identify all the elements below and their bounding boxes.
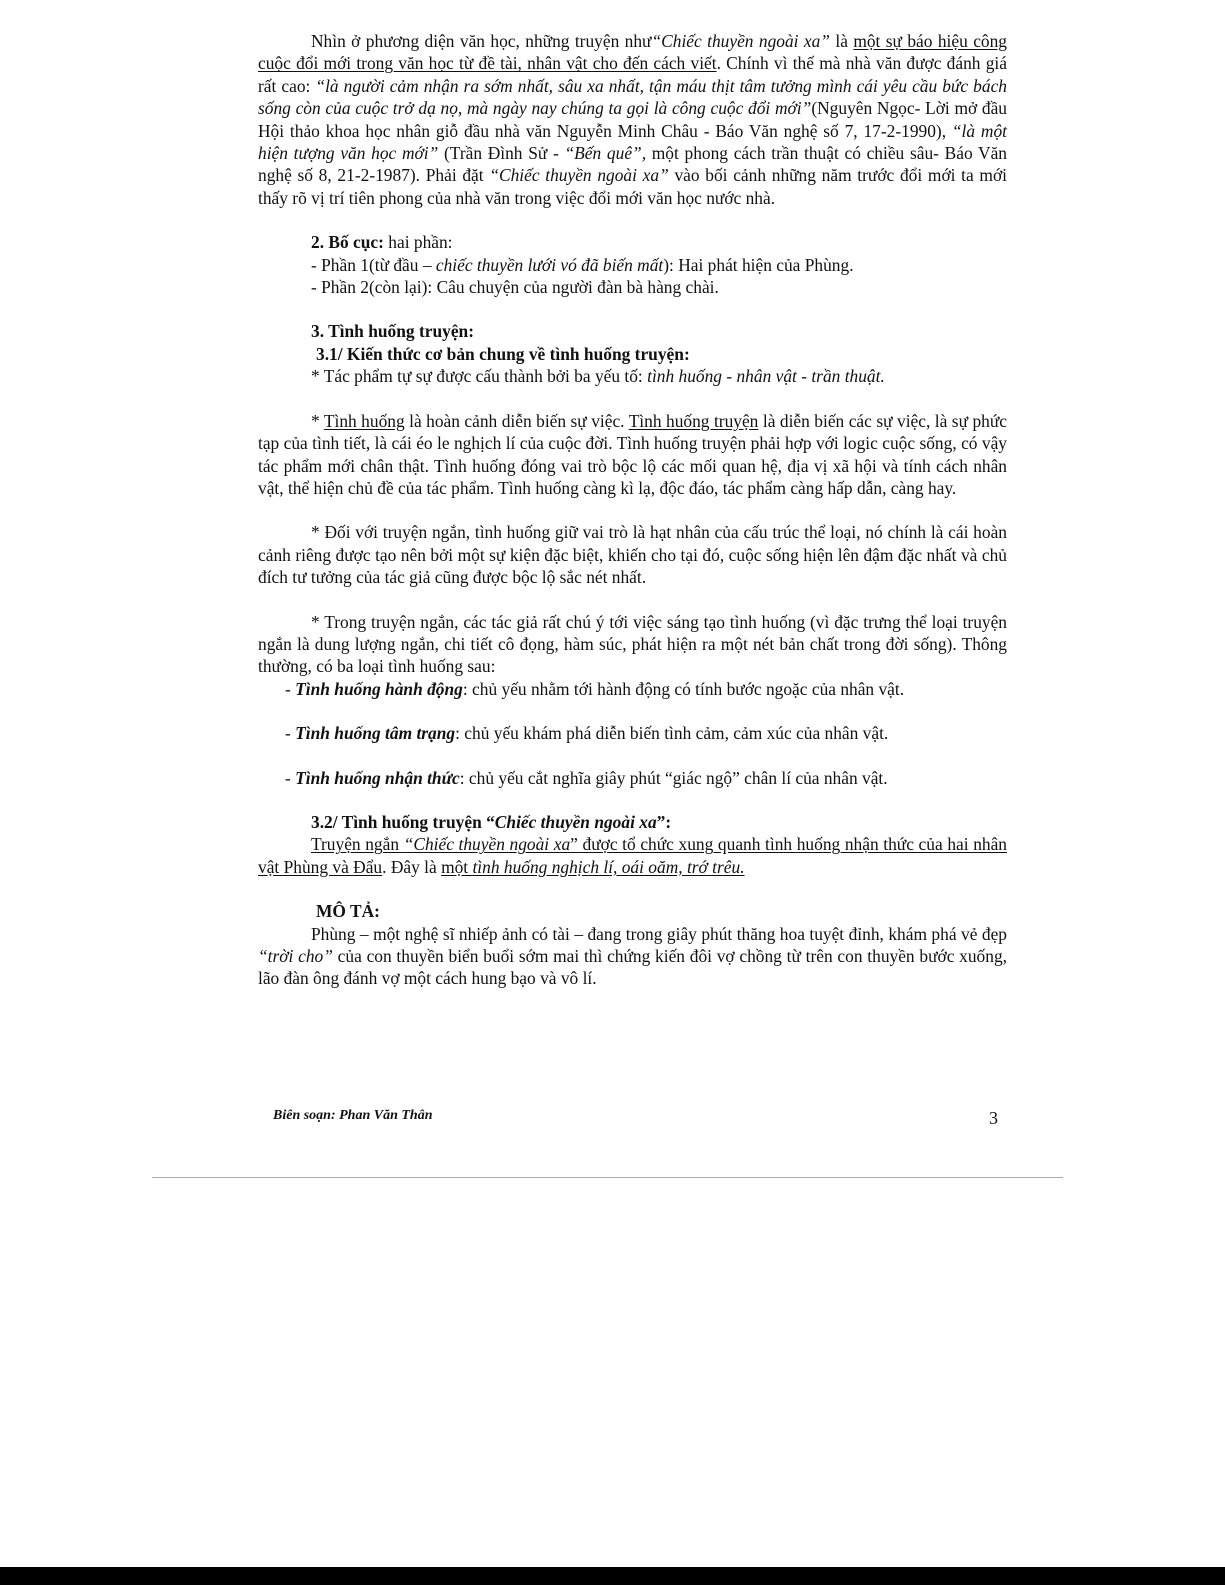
work-title: “Chiếc thuyền ngoài xa” [489, 165, 669, 186]
intro-text: . Chính vì thế mà nhà văn được đánh giá rất cao: [258, 53, 1007, 96]
intro-text: là [829, 31, 854, 51]
layout-heading [258, 231, 1007, 253]
short-story-paragraph: * Đối với truyện ngắn, tình huống giữ vai trò là hạt nhân của cấu trúc thể loại, nó chính là cái hoàn cảnh riêng được tạo nên bởi một sự kiện đặc biệt, khiến cho tại đó, cuộc sống hiện lên đậm đặc nhất và chủ đích tư tưởng của tác giả cũng được bộc lộ sắc nét nhất. [258, 522, 1007, 588]
work-title: “Chiếc thuyền ngoài xa” [651, 31, 830, 51]
situation-type-item: - Tình huống tâm trạng: chủ yếu khám phá diễn biến tình cảm, cảm xúc của nhân vật. [285, 723, 889, 744]
situation-subheading-1: 3.1/ Kiến thức cơ bản chung về tình huống truyện: [316, 343, 690, 364]
situation-type-item: - Tình huống hành động: chủ yếu nhằm tới hành động có tính bước ngoặc của nhân vật. [285, 678, 905, 699]
intro-paragraph [258, 30, 1007, 209]
situation-types-intro: * Trong truyện ngắn, các tác giả rất chú ý tới việc sáng tạo tình huống (vì đặc trưng thể loại truyện ngắn là dung lượng ngắn, chi tiết cô đọng, hàm súc, phát hiện ra một nét bản chất trong đời sống). Thông thường, có ba loại tình huống sau: [258, 611, 1007, 677]
situation-subheading-2: 3.2/ Tình huống truyện “Chiếc thuyền ngoài xa”: [311, 811, 672, 832]
section-heading: 2. Bố cục: [311, 232, 384, 253]
intro-text: một phong cách trần thuật có chiều sâu- Báo Văn nghệ số 8, 21-2-1987). Phải đặt [258, 143, 1008, 186]
situation-elements: * Tác phẩm tự sự được cấu thành bởi ba yếu tố: tình huống - nhân vật - trần thuật. [311, 366, 885, 387]
intro-text: (Nguyên Ngọc- Lời mở đầu Hội thảo khoa học nhân giỗ đầu nhà văn Nguyễn Minh Châu - Báo Văn nghệ số 7, 17-2-1990), [258, 98, 1008, 141]
page-divider [152, 1177, 1063, 1178]
page-number: 3 [989, 1108, 998, 1128]
situation-definition: * Tình huống là hoàn cảnh diễn biến sự việc. Tình huống truyện là diễn biến các sự việc, là sự phức tạp của tình tiết, là cái éo le nghịch lí của cuộc đời. Tình huống truyện phải hợp với logic cuộc sống, có vậy tác phẩm mới chân thật. Tình huống đóng vai trò bộc lộ các mối quan hệ, địa vị xã hội và tính cách nhân vật, thể hiện chủ đề của tác phẩm. Tình huống càng kì lạ, độc đáo, tác phẩm càng hấp dẫn, càng hay. [258, 410, 1007, 498]
section-heading-rest: hai phần: [383, 232, 453, 253]
work-title: “Bến quê”, [564, 143, 647, 164]
story-situation-paragraph: Truyện ngắn “Chiếc thuyền ngoài xa” được tổ chức xung quanh tình huống nhận thức của hai nhân vật Phùng và Đẩu. Đây là một tình huống nghịch lí, oái oăm, trớ trêu. [258, 834, 1007, 877]
layout-part-1: - Phần 1(từ đầu – chiếc thuyền lưới vó đã biến mất): Hai phát hiện của Phùng. [311, 254, 854, 275]
intro-text: vào bối cảnh những năm trước đổi mới ta mới thấy rõ vị trí tiên phong của nhà văn trong việc đổi mới văn học nước nhà. [258, 165, 1007, 208]
intro-underlined: một sự báo hiệu công cuộc đổi mới trong văn học từ đề tài, nhân vật cho đến cách viết [258, 31, 1008, 74]
intro-text: (Trần Đình Sử - [438, 143, 565, 164]
intro-quote: “là người cảm nhận ra sớm nhất, sâu xa nhất, tận máu thịt tâm tưởng mình cái yêu cầu bức bách sống còn của cuộc trở dạ nọ, mà ngày nay chúng ta gọi là công cuộc đổi mới” [258, 75, 1007, 119]
intro-text: Nhìn ở phương diện văn học, những truyện như [311, 31, 652, 51]
intro-quote: “là một hiện tượng văn học mới” [258, 120, 1008, 164]
footer-author: Biên soạn: Phan Văn Thân [273, 1108, 433, 1123]
situation-heading: 3. Tình huống truyện: [311, 321, 475, 342]
bottom-bar [0, 1567, 1225, 1585]
situation-type-item: - Tình huống nhận thức: chủ yếu cắt nghĩa giây phút “giác ngộ” chân lí của nhân vật. [285, 767, 888, 788]
describe-paragraph: Phùng – một nghệ sĩ nhiếp ảnh có tài – đang trong giây phút thăng hoa tuyệt đỉnh, khám phá vẻ đẹp “trời cho” của con thuyền biển buổi sớm mai thì chứng kiến đôi vợ chồng từ trên con thuyền bước xuống, lão đàn ông đánh vợ một cách hung bạo và vô lí. [258, 923, 1007, 989]
describe-heading: MÔ TẢ: [316, 901, 380, 922]
layout-part-2: - Phần 2(còn lại): Câu chuyện của người đàn bà hàng chài. [311, 277, 719, 298]
document-body [258, 30, 1007, 990]
